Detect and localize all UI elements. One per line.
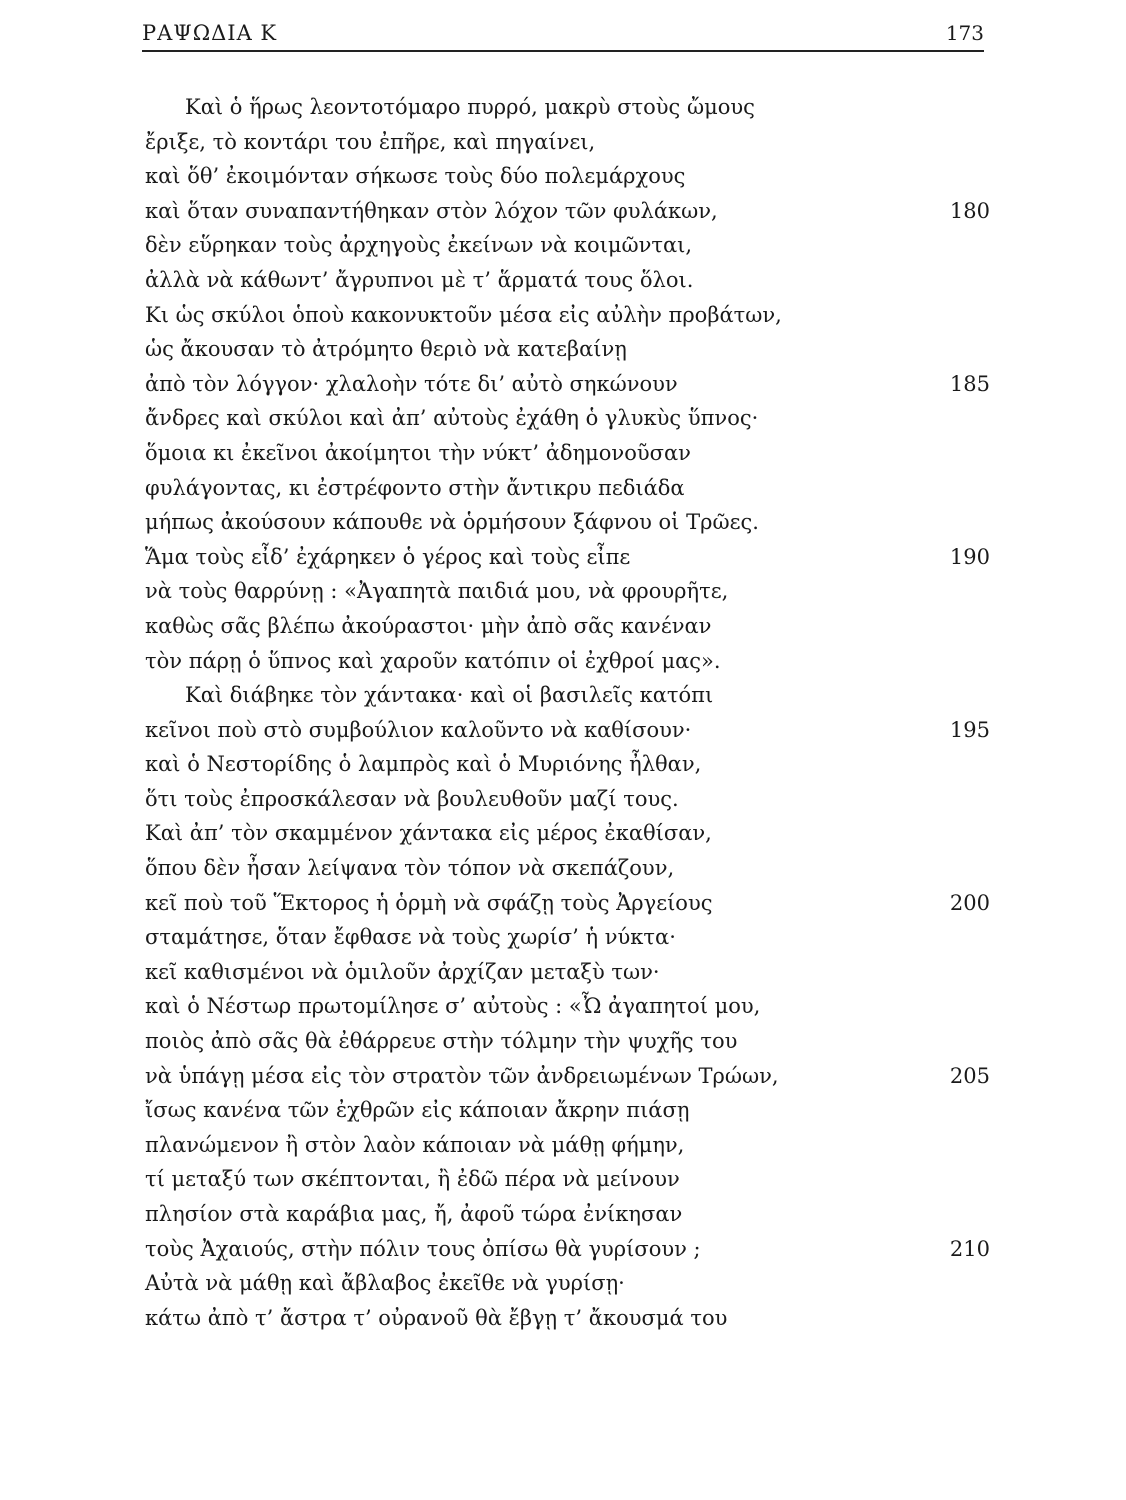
verse-text: τί μεταξύ των σκέπτονται, ἢ ἐδῶ πέρα νὰ μείνουν <box>145 1167 680 1192</box>
verse-line <box>145 1232 990 1267</box>
verse-text: καθὼς σᾶς βλέπω ἀκούραστοι· μὴν ἀπὸ σᾶς κανέναν <box>145 613 712 638</box>
verse-line <box>145 263 990 298</box>
verse-text: τοὺς Ἀχαιούς, στὴν πόλιν τους ὀπίσω θὰ γυρίσουν ; <box>145 1236 701 1261</box>
running-head <box>142 18 984 48</box>
verse-text: ἄνδρες καὶ σκύλοι καὶ ἀπ’ αὐτοὺς ἐχάθη ὁ γλυκὺς ὕπνος· <box>145 406 759 431</box>
verse-text: ἴσως κανένα τῶν ἐχθρῶν εἰς κάποιαν ἄκρην πιάσῃ <box>145 1098 690 1123</box>
verse-text: καὶ ὅταν συναπαντήθηκαν στὸν λόχον τῶν φυλάκων, <box>145 198 718 223</box>
verse-line <box>145 955 990 990</box>
verse-text: πλησίον στὰ καράβια μας, ἤ, ἀφοῦ τώρα ἐνίκησαν <box>145 1202 683 1226</box>
verse-line <box>145 1093 990 1128</box>
verse-line <box>145 574 990 609</box>
verse-text: Κι ὡς σκύλοι ὁποὺ κακονυκτοῦν μέσα εἰς αὐλὴν προβάτων, <box>145 302 782 327</box>
verse-text: ποιὸς ἀπὸ σᾶς θὰ ἐθάρρευε στὴν τόλμην τὴν ψυχῆς του <box>145 1029 738 1054</box>
page-number: 173 <box>945 21 984 45</box>
verse-line <box>145 1162 990 1197</box>
verse-text: τὸν πάρῃ ὁ ὕπνος καὶ χαροῦν κατόπιν οἱ ἐχθροί μας». <box>145 648 721 673</box>
verse-text: κεῖ ποὺ τοῦ Ἕκτορος ἡ ὁρμὴ νὰ σφάζῃ τοὺς Ἀργείους <box>145 890 713 915</box>
verse-text: ὡς ἄκουσαν τὸ ἀτρόμητο θεριὸ νὰ κατεβαίνῃ <box>145 337 627 362</box>
verse-text: καὶ ὁ Νέστωρ πρωτομίλησε σ’ αὐτοὺς : «Ὦ ἀγαπητοί μου, <box>145 994 761 1019</box>
verse-line <box>145 125 990 160</box>
running-title: ΡΑΨΩΔΙΑ Κ <box>142 21 278 45</box>
verse-line <box>145 816 990 851</box>
verse-line <box>145 471 990 506</box>
verse-line <box>145 609 990 644</box>
verse-line <box>145 505 990 540</box>
verse-line <box>145 367 990 402</box>
verse-text: σταμάτησε, ὅταν ἔφθασε νὰ τοὺς χωρίσ’ ἡ νύκτα· <box>145 925 676 950</box>
verse-line <box>145 1301 990 1336</box>
verse-text: Καὶ ὁ ἥρως λεοντοτόμαρο πυρρό, μακρὺ στοὺς ὤμους <box>185 95 755 119</box>
verse-text: Αὐτὰ νὰ μάθῃ καὶ ἄβλαβος ἐκεῖθε νὰ γυρίσῃ· <box>145 1271 625 1296</box>
verse-text: ἀλλὰ νὰ κάθωντ’ ἄγρυπνοι μὲ τ’ ἅρματά τους ὅλοι. <box>145 267 694 292</box>
line-number: 180 <box>949 198 990 223</box>
verse-text: κεῖνοι ποὺ στὸ συμβούλιον καλοῦντο νὰ καθίσουν· <box>145 717 692 742</box>
verse-line <box>145 989 990 1024</box>
verse-line <box>145 194 990 229</box>
verse-line <box>145 644 990 679</box>
verse-line <box>145 1024 990 1059</box>
verse-text: πλανώμενον ἢ στὸν λαὸν κάποιαν νὰ μάθῃ φήμην, <box>145 1132 685 1157</box>
verse-text: ἔριξε, τὸ κοντάρι του ἐπῆρε, καὶ πηγαίνει, <box>145 129 596 154</box>
verse-text: ὅπου δὲν ἦσαν λείψανα τὸν τόπον νὰ σκεπάζουν, <box>145 856 675 881</box>
verse-line <box>145 228 990 263</box>
verse-text: ἀπὸ τὸν λόγγον· χλαλοὴν τότε δι’ αὐτὸ σηκώνουν <box>145 371 678 396</box>
verse-line <box>145 90 990 125</box>
verse-text: ὅμοια κι ἐκεῖνοι ἀκοίμητοι τὴν νύκτ’ ἀδημονοῦσαν <box>145 440 691 465</box>
verse-text: Καὶ διάβηκε τὸν χάντακα· καὶ οἱ βασιλεῖς κατόπι <box>185 683 714 708</box>
verse-text: μήπως ἀκούσουν κάπουθε νὰ ὁρμήσουν ξάφνου οἱ Τρῶες. <box>145 510 759 535</box>
line-number: 185 <box>949 371 990 396</box>
verse-line <box>145 851 990 886</box>
verse-text: δὲν εὕρηκαν τοὺς ἀρχηγοὺς ἐκείνων νὰ κοιμῶνται, <box>145 233 693 258</box>
line-number: 210 <box>949 1236 990 1261</box>
verse-text: Καὶ ἀπ’ τὸν σκαμμένον χάντακα εἰς μέρος ἐκαθίσαν, <box>145 821 712 846</box>
verse-line <box>145 159 990 194</box>
header-rule <box>142 50 984 52</box>
verse-line <box>145 678 990 713</box>
verse-line <box>145 920 990 955</box>
verse-text: νὰ τοὺς θαρρύνῃ : «Ἀγαπητὰ παιδιά μου, νὰ φρουρῆτε, <box>145 579 729 604</box>
line-number: 200 <box>949 890 990 915</box>
line-number: 205 <box>949 1063 990 1088</box>
verse-line <box>145 886 990 921</box>
verse-text: καὶ ὁ Νεστορίδης ὁ λαμπρὸς καὶ ὁ Μυριόνης ἦλθαν, <box>145 752 702 777</box>
verse-line <box>145 332 990 367</box>
verse-line <box>145 436 990 471</box>
line-number: 195 <box>949 717 990 742</box>
verse-text: φυλάγοντας, κι ἐστρέφοντο στὴν ἄντικρυ πεδιάδα <box>145 475 685 500</box>
verse-text: κάτω ἀπὸ τ’ ἄστρα τ’ οὐρανοῦ θὰ ἔβγῃ τ’ ἄκουσμά του <box>145 1305 728 1330</box>
verse-line <box>145 713 990 748</box>
verse-text: ὅτι τοὺς ἐπροσκάλεσαν νὰ βουλευθοῦν μαζί τους. <box>145 786 679 811</box>
verse-line <box>145 782 990 817</box>
verse-line <box>145 1266 990 1301</box>
verse-line <box>145 1059 990 1094</box>
verse-text: κεῖ καθισμένοι νὰ ὁμιλοῦν ἀρχίζαν μεταξὺ των· <box>145 959 660 984</box>
verse-block <box>145 90 990 1335</box>
verse-line <box>145 1128 990 1163</box>
verse-line <box>145 747 990 782</box>
verse-text: νὰ ὑπάγῃ μέσα εἰς τὸν στρατὸν τῶν ἀνδρειωμένων Τρώων, <box>145 1063 779 1088</box>
verse-line <box>145 540 990 575</box>
verse-text: Ἅμα τοὺς εἶδ’ ἐχάρηκεν ὁ γέρος καὶ τοὺς εἶπε <box>145 544 631 569</box>
line-number: 190 <box>949 544 990 569</box>
verse-line <box>145 401 990 436</box>
verse-line <box>145 298 990 333</box>
verse-text: καὶ ὅθ’ ἐκοιμόνταν σήκωσε τοὺς δύο πολεμάρχους <box>145 164 686 189</box>
verse-line <box>145 1197 990 1232</box>
